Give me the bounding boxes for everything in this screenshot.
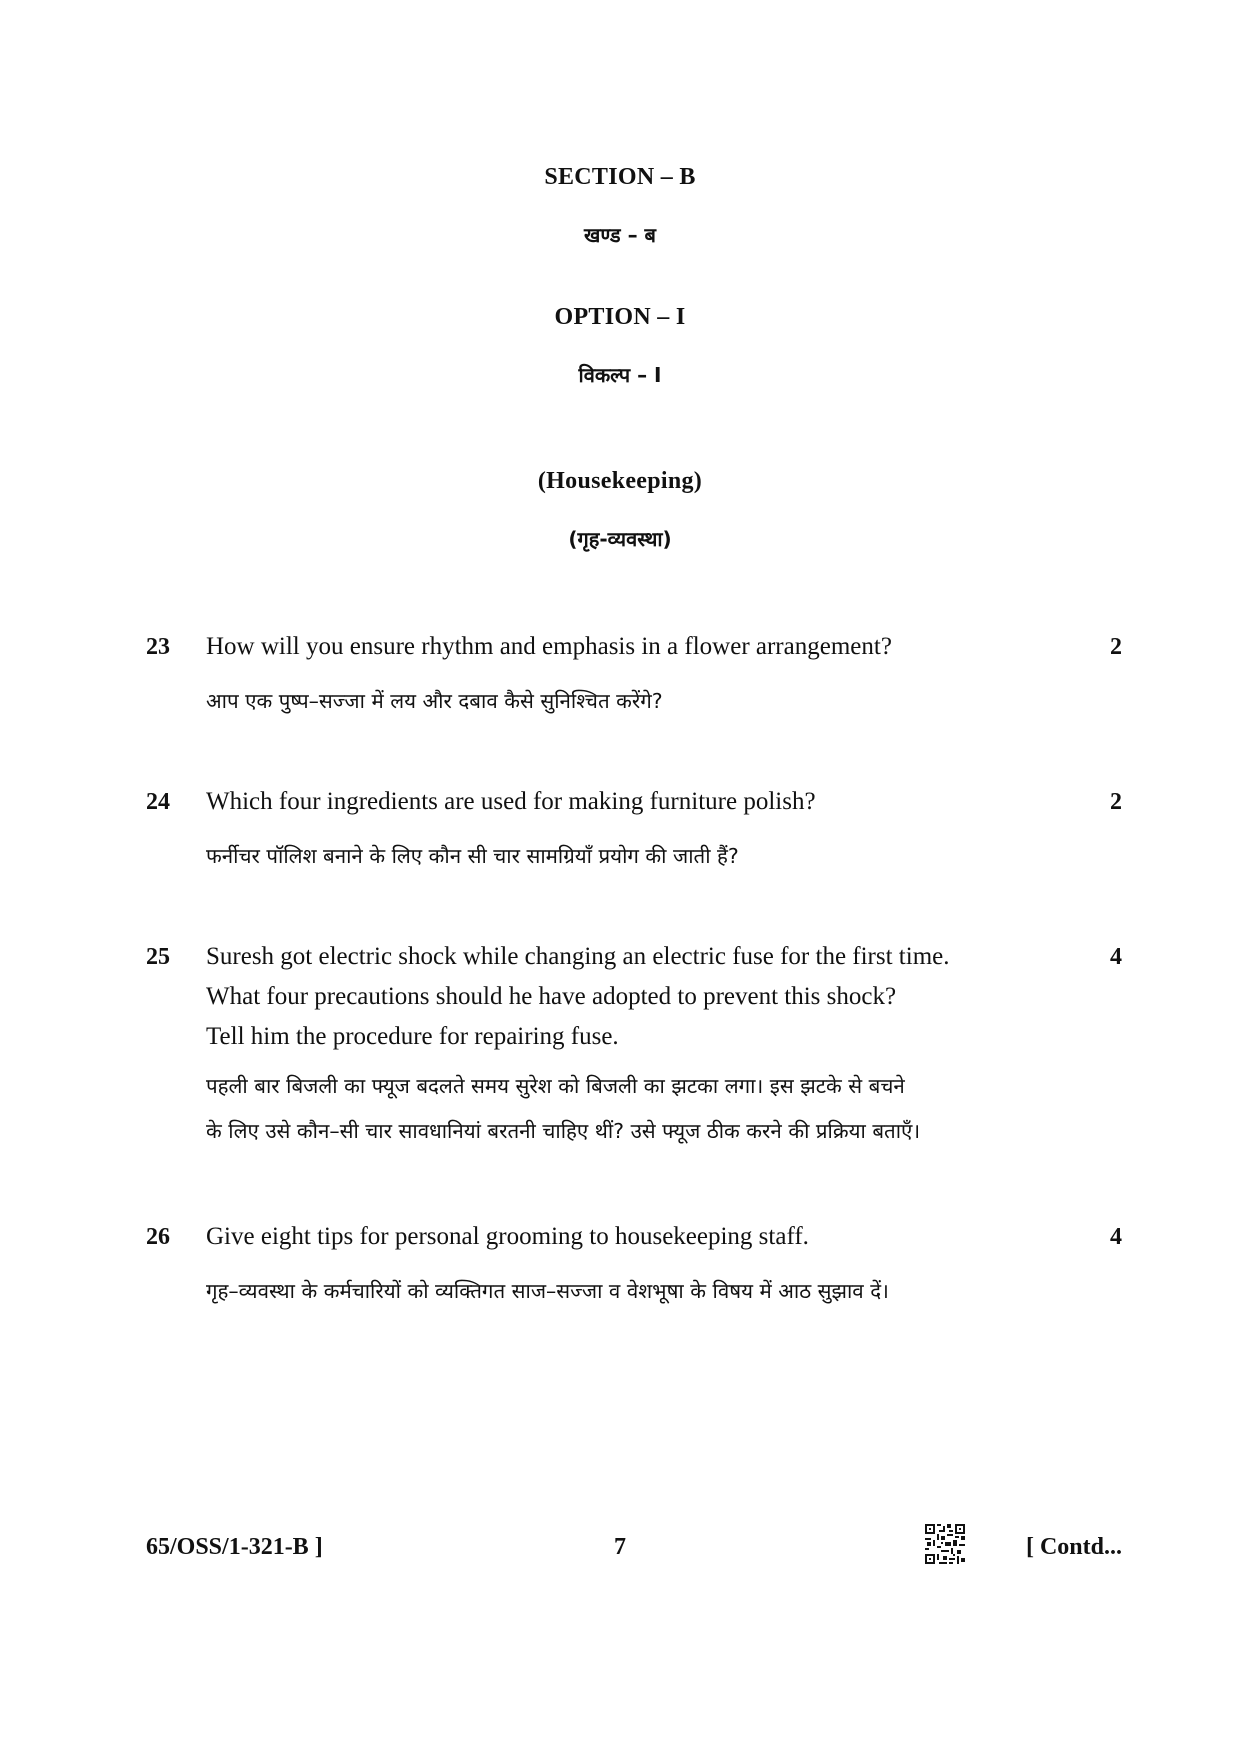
section-title: SECTION – B (544, 164, 696, 190)
option-title-hindi: विकल्प – I (578, 363, 662, 387)
question-number: 25 (146, 944, 170, 970)
question-text-hindi-line: पहली बार बिजली का फ्यूज बदलते समय सुरेश को बिजली का झटका लगा। इस झटके से बचने (206, 1074, 905, 1098)
question-number: 23 (146, 634, 170, 660)
question-marks: 4 (1110, 1224, 1122, 1250)
question-text-hindi-line: के लिए उसे कौन–सी चार सावधानियां बरतनी चाहिए थीं? उसे फ्यूज ठीक करने की प्रक्रिया बताएँ। (206, 1119, 921, 1143)
paper-code: 65/OSS/1-321-B ] (146, 1534, 323, 1560)
qr-code-icon (925, 1524, 965, 1564)
question-text-line: Give eight tips for personal grooming to housekeeping staff. (206, 1223, 809, 1250)
question-text-line: How will you ensure rhythm and emphasis in a flower arrangement? (206, 633, 892, 660)
section-title-hindi: खण्ड – ब (584, 223, 656, 247)
subject-title-hindi: (गृह-व्यवस्था) (568, 527, 672, 551)
question-text-line: Which four ingredients are used for making furniture polish? (206, 788, 816, 815)
question-text-line: What four precautions should he have adopted to prevent this shock? (206, 983, 897, 1010)
question-text-hindi-line: आप एक पुष्प–सज्जा में लय और दबाव कैसे सुनिश्चित करेंगे? (206, 689, 663, 713)
question-marks: 2 (1110, 789, 1122, 815)
subject-title: (Housekeeping) (537, 468, 703, 494)
option-title: OPTION – I (554, 304, 686, 330)
question-number: 26 (146, 1224, 170, 1250)
question-number: 24 (146, 789, 170, 815)
continued-label: [ Contd... (1025, 1534, 1122, 1560)
question-text-hindi-line: फर्नीचर पॉलिश बनाने के लिए कौन सी चार सामग्रियाँ प्रयोग की जाती हैं? (206, 844, 739, 868)
question-text-hindi-line: गृह–व्यवस्था के कर्मचारियों को व्यक्तिगत साज–सज्जा व वेशभूषा के विषय में आठ सुझाव दें। (206, 1279, 889, 1303)
question-marks: 4 (1110, 944, 1122, 970)
question-marks: 2 (1110, 634, 1122, 660)
question-text-line: Tell him the procedure for repairing fuse. (206, 1023, 619, 1050)
question-text-line: Suresh got electric shock while changing an electric fuse for the first time. (206, 943, 950, 970)
page-number: 7 (614, 1534, 626, 1560)
